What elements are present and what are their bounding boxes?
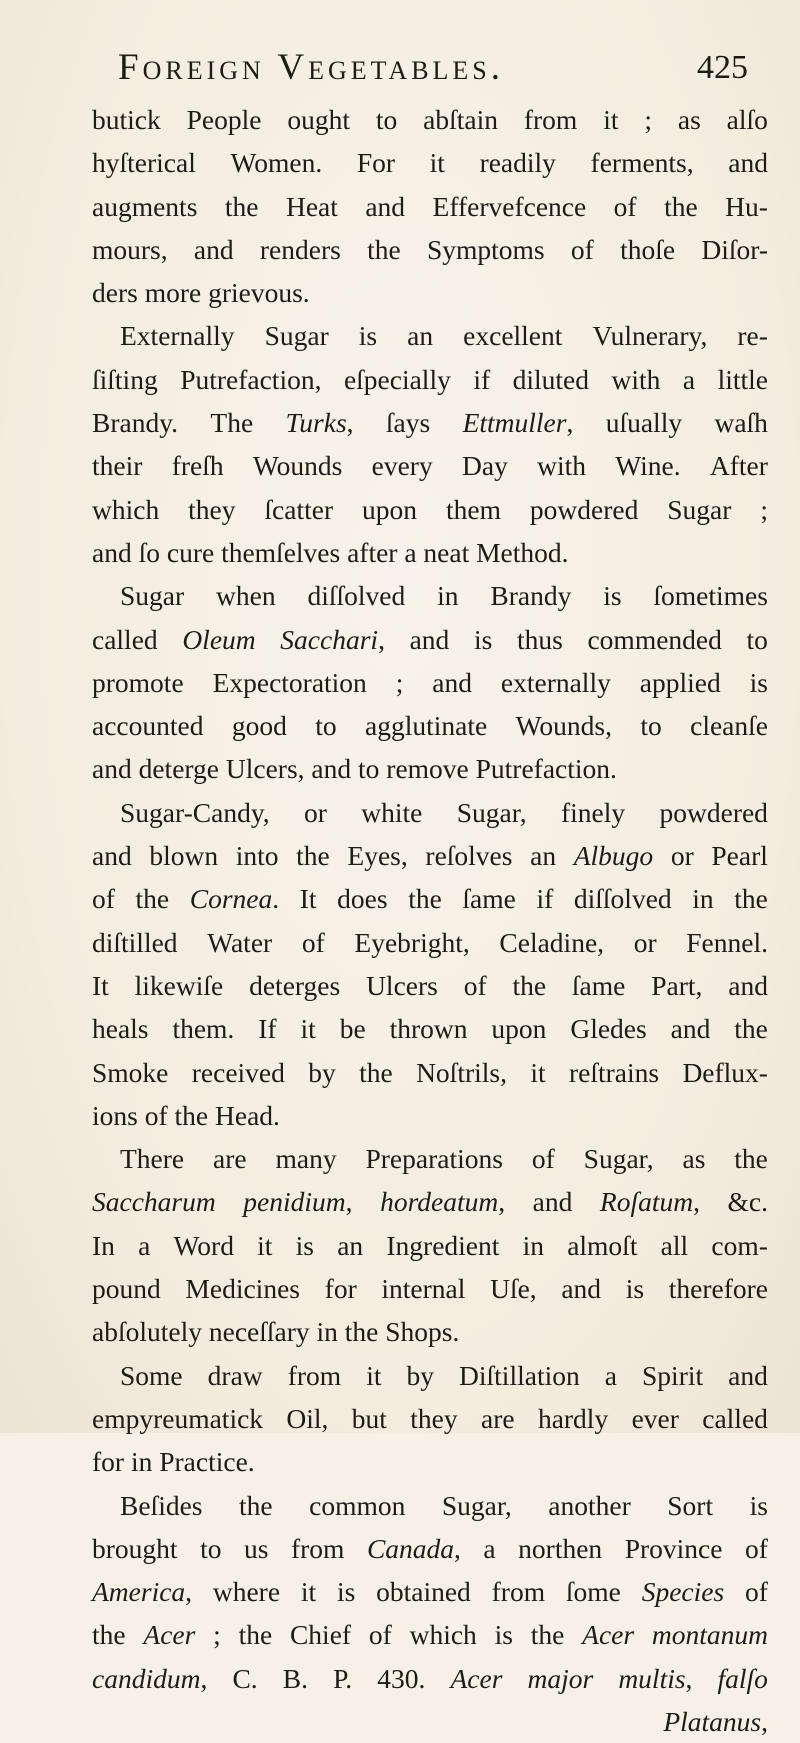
text-line: called Oleum Sacchari, and is thus commended to <box>92 623 768 655</box>
text-line: pound Medicines for internal Uſe, and is therefore <box>92 1273 768 1305</box>
text-line: Platanus , <box>663 1705 768 1737</box>
text-line: which they ſcatter upon them powdered Sugar ; <box>92 493 768 525</box>
text-line: butick People ought to abſtain from it ; as alſo <box>92 104 768 135</box>
text-line: the Acer ; the Chief of which is the Acer montanum <box>92 1619 768 1651</box>
text-line: Some draw from it by Diſtillation a Spirit and <box>120 1359 768 1391</box>
text-line: Saccharum penidium, hordeatum, and Roſatum, &c. <box>92 1186 768 1218</box>
text-line: heals them. If it be thrown upon Gledes and the <box>92 1013 768 1045</box>
text-line: Beſides the common Sugar, another Sort is <box>120 1489 768 1521</box>
text-line: and blown into the Eyes, reſolves an Albugo or Pearl <box>92 840 768 872</box>
text-line: hyſterical Women. For it readily ferments, and <box>92 147 768 179</box>
text-line: Brandy. The Turks, ſays Ettmuller, uſually waſh <box>92 407 768 439</box>
running-title: Foreign Vegetables. <box>118 47 505 88</box>
text-line: for in Practice. <box>92 1446 255 1478</box>
text-line: promote Expectoration ; and externally applied is <box>92 666 768 698</box>
text-line: Smoke received by the Noſtrils, it reſtrains Deflux- <box>92 1056 768 1088</box>
text-line: mours, and renders the Symptoms of thoſe Diſor- <box>92 233 768 265</box>
page-number: 425 <box>697 49 748 86</box>
text-line: their freſh Wounds every Day with Wine. After <box>92 450 768 482</box>
text-line: abſolutely neceſſary in the Shops. <box>92 1316 460 1348</box>
text-line: accounted good to agglutinate Wounds, to cleanſe <box>92 710 768 742</box>
text-line: Sugar when diſſolved in Brandy is ſometimes <box>120 580 768 612</box>
text-line: augments the Heat and Effervefcence of the Hu- <box>92 190 768 222</box>
body-text <box>92 98 768 1743</box>
text-line: empyreumatick Oil, but they are hardly ever called <box>92 1402 768 1434</box>
page-header <box>118 40 748 96</box>
text-line: and deterge Ulcers, and to remove Putrefaction. <box>92 753 617 785</box>
text-line: It likewiſe deterges Ulcers of the ſame Part, and <box>92 969 768 1001</box>
text-line: Externally Sugar is an excellent Vulnerary, re- <box>120 320 768 352</box>
text-line: candidum, C. B. P. 430. Acer major multis, falſo <box>92 1662 768 1694</box>
text-line: Sugar-Candy, or white Sugar, finely powdered <box>120 796 768 828</box>
text-line: America, where it is obtained from ſome Species of <box>92 1576 768 1608</box>
text-line: diſtilled Water of Eyebright, Celadine, or Fennel. <box>92 926 768 958</box>
text-line: ſiſting Putrefaction, eſpecially if diluted with a little <box>92 363 768 395</box>
text-line: ions of the Head. <box>92 1099 280 1131</box>
text-line: and ſo cure themſelves after a neat Method. <box>92 536 569 568</box>
text-line: ders more grievous. <box>92 277 310 309</box>
text-line: There are many Preparations of Sugar, as the <box>120 1143 768 1175</box>
text-line: In a Word it is an Ingredient in almoſt all com- <box>92 1229 768 1261</box>
text-line: brought to us from Canada, a northen Province of <box>92 1532 768 1564</box>
text-line: of the Cornea. It does the ſame if diſſolved in the <box>92 883 768 915</box>
